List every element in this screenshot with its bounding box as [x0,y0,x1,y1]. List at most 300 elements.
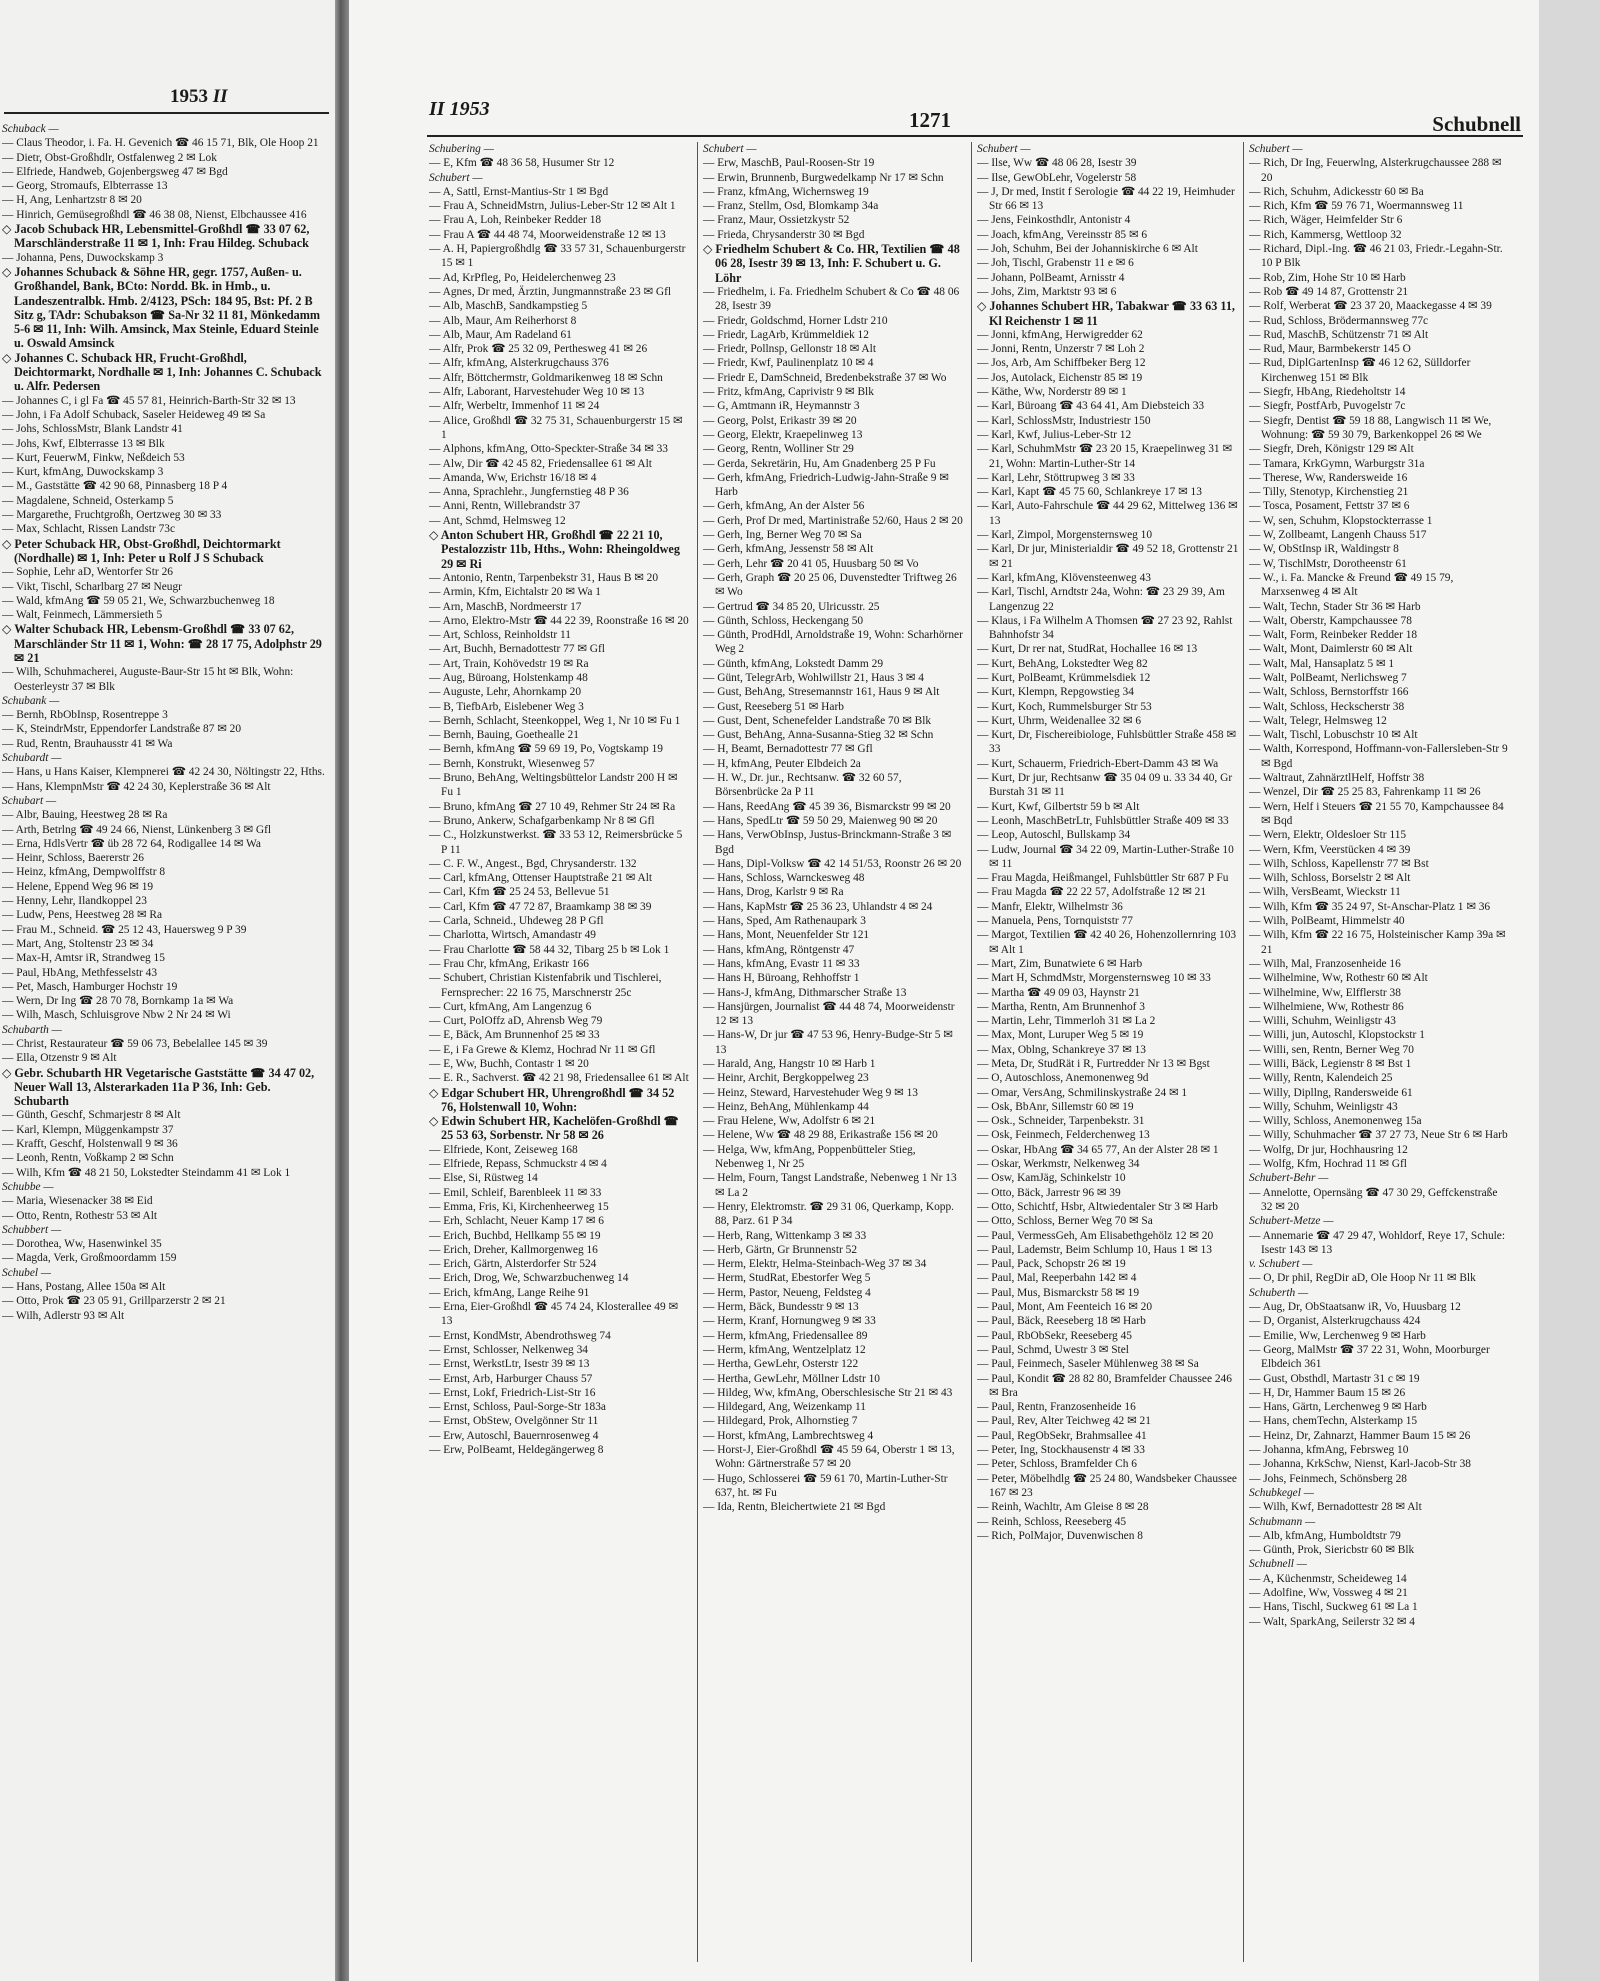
directory-entry: — Günth, Geschf, Schmarjestr 8 ✉ Alt [2,1109,181,1122]
directory-entry: — Herb, Rang, Wittenkamp 3 ✉ 33 [703,1229,867,1242]
directory-entry: — Rud, Schloss, Brödermannsweg 77c [1249,314,1429,327]
directory-entry: — Ludw, Pens, Heestweg 28 ✉ Ra [2,909,163,922]
directory-entry: — Willi, sen, Rentn, Berner Weg 70 [1249,1043,1414,1056]
directory-entry: — Carl, Kfm ☎ 25 24 53, Bellevue 51 [429,886,610,899]
directory-entry: Schubert — [429,171,483,184]
directory-entry: — Arn, MaschB, Nordmeerstr 17 [429,600,582,613]
directory-entry: — W, TischlMstr, Dorotheenstr 61 [1249,557,1407,570]
directory-entry: — Gerh, kfmAng, An der Alster 56 [703,500,865,513]
directory-entry: ◇ Edwin Schubert HR, Kachelöfen-Großhdl ☎ 25 53 63, Sorbenstr. Nr 58 ✉ 26 [429,1114,679,1143]
directory-entry: — Alfr, Prok ☎ 25 32 09, Perthesweg 41 ✉ 26 [429,343,648,356]
directory-entry: — A, Küchenmstr, Scheideweg 14 [1249,1572,1407,1585]
directory-entry: — Harald, Ang, Hangstr 10 ✉ Harb 1 [703,1058,876,1070]
directory-entry: — Georg, Elektr, Kraepelinweg 13 [703,428,863,441]
directory-entry: — Kurt, Koch, Rummelsburger Str 53 [977,700,1152,713]
directory-entry: — Mart, Zim, Bunatwiete 6 ✉ Harb [977,957,1143,970]
directory-entry: — Johannes C, i gl Fa ☎ 45 57 81, Heinrich-Barth-Str 32 ✉ 13 [2,394,296,407]
directory-entry: — Peter, Ing, Stockhausenstr 4 ✉ 33 [977,1444,1145,1457]
directory-entry: Schubmann — [1249,1515,1316,1528]
directory-entry: — Dietr, Obst-Großhdlr, Ostfalenweg 2 ✉ Lok [2,151,217,164]
directory-entry: — Karl, Auto-Fahrschule ☎ 44 29 62, Mittelweg 136 ✉ 13 [977,500,1238,527]
directory-entry: — Georg, MalMstr ☎ 37 22 31, Wohn, Moorburger Elbdeich 361 [1249,1343,1490,1371]
directory-entry: — Heinz, Steward, Harvestehuder Weg 9 ✉ 13 [703,1086,918,1099]
directory-entry: — Ida, Rentn, Bleichertwiete 21 ✉ Bgd [703,1501,886,1514]
directory-entry: — Wilh, Kfm ☎ 48 21 50, Lokstedter Steindamm 41 ✉ Lok 1 [2,1166,291,1179]
directory-entry: — Reinh, Wachltr, Am Gleise 8 ✉ 28 [977,1501,1149,1514]
directory-entry: Schubel — [2,1266,52,1279]
directory-entry: — Hans, Sped, Am Rathenaupark 3 [703,915,866,928]
directory-entry: — Heinz, Dr, Zahnarzt, Hammer Baum 15 ✉ 26 [1249,1429,1471,1442]
directory-entry: — Gust, BehAng, Stresemannstr 161, Haus 9 ✉ Alt [703,686,940,699]
directory-entry: — E. R., Sachverst. ☎ 42 21 98, Friedensallee 61 ✉ Alt [429,1072,689,1085]
directory-entry: — Walt, Feinmech, Lämmersieth 5 [2,609,163,622]
directory-entry: — Rich, Wäger, Heimfelder Str 6 [1249,214,1403,227]
left-header-rule [4,112,329,114]
directory-entry: — Emil, Schleif, Barenbleek 11 ✉ 33 [429,1186,602,1199]
directory-entry: — Gerda, Sekretärin, Hu, Am Gnadenberg 25 P Fu [703,457,936,470]
directory-entry: — Erw, PolBeamt, Heldegängerweg 8 [429,1444,604,1457]
directory-entry: — Alfr, Werbeltr, Immenhof 11 ✉ 24 [429,400,600,413]
directory-entry: — Peter, Schloss, Bramfelder Ch 6 [977,1458,1137,1471]
directory-entry: — Otto, Schichtf, Hsbr, Altwiedentaler Str 3 ✉ Harb [977,1200,1218,1213]
directory-entry: — Bruno, Ankerw, Schafgarbenkamp Nr 8 ✉ Gfl [429,814,655,827]
directory-entry: — Oskar, Werkmstr, Nelkenweg 34 [977,1158,1140,1171]
directory-entry: — Walt, Techn, Stader Str 36 ✉ Harb [1249,600,1421,613]
directory-entry: — Alb, kfmAng, Humboldtstr 79 [1249,1529,1401,1542]
directory-entry: — Herm, kfmAng, Wentzelplatz 12 [703,1343,866,1356]
directory-entry: Schubank — [2,694,60,707]
directory-entry: — Günt, TelegrArb, Wohlwillstr 21, Haus 3 ✉ 4 [703,671,924,684]
directory-entry: — Kurt, kfmAng, Duwockskamp 3 [2,466,164,479]
directory-entry: — Mart, Ang, Stoltenstr 23 ✉ 34 [2,937,154,950]
directory-entry: — Alfr, Laborant, Harvestehuder Weg 10 ✉ 13 [429,386,645,399]
directory-entry: — Johann, PolBeamt, Arnisstr 4 [977,271,1125,284]
directory-entry: — D, Organist, Alsterkrugchauss 424 [1249,1315,1421,1328]
directory-entry: — Johs, Feinmech, Schönsberg 28 [1249,1472,1407,1485]
directory-entry: — Tosca, Posament, Fettstr 37 ✉ 6 [1249,500,1410,513]
directory-entry: Schuberth — [1249,1286,1309,1299]
directory-entry: — Friedr, Goldschmd, Horner Ldstr 210 [703,314,888,327]
directory-entry: — Hans, chemTechn, Alsterkamp 15 [1249,1415,1418,1428]
directory-entry: — Osw, KamJäg, Schinkelstr 10 [977,1172,1126,1185]
directory-entry: — Karl, Dr jur, Ministerialdir ☎ 49 52 18, Grottenstr 21 ✉ 21 [977,543,1239,570]
directory-entry: ◇ Anton Schubert HR, Großhdl ☎ 22 21 10, Pestalozzistr 11b, Hths., Wohn: Rheingoldweg 29 ✉ Ri [429,528,680,571]
directory-entry: Schuback — [2,123,59,135]
directory-entry: — Ernst, Schloss, Paul-Sorge-Str 183a [429,1401,606,1414]
directory-entry: — O, Dr phil, RegDir aD, Ole Hoop Nr 11 ✉ Blk [1249,1272,1476,1285]
directory-entry: — Emilie, Ww, Lerchenweg 9 ✉ Harb [1249,1329,1426,1342]
directory-entry: — Peter, Möbelhdlg ☎ 25 24 80, Wandsbeker Chaussee 167 ✉ 23 [977,1472,1237,1499]
directory-entry: — Paul, Rentn, Franzosenheide 16 [977,1401,1136,1414]
directory-entry: — Jos, Autolack, Eichenstr 85 ✉ 19 [977,371,1143,384]
directory-entry: — Herm, Bäck, Bundesstr 9 ✉ 13 [703,1301,859,1314]
directory-entry: — Paul, Kondit ☎ 28 82 80, Bramfelder Chaussee 246 ✉ Bra [977,1372,1232,1399]
directory-entry: — Osk., Schneider, Tarpenbekstr. 31 [977,1115,1145,1128]
directory-entry: — Johs, Zim, Marktstr 93 ✉ 6 [977,285,1117,298]
scan-margin [1539,0,1600,1981]
directory-entry: — A. H, Papiergroßhdlg ☎ 33 57 31, Schauenburgerstr 15 ✉ 1 [429,243,686,270]
directory-entry: — Martin, Lehr, Timmerloh 31 ✉ La 2 [977,1015,1156,1028]
directory-entry: — Anna, Sprachlehr., Jungfernstieg 48 P 36 [429,486,629,499]
directory-entry: — Hans, Dipl-Volksw ☎ 42 14 51/53, Roonstr 26 ✉ 20 [703,857,962,870]
directory-entry: — Alb, MaschB, Sandkampstieg 5 [429,300,588,313]
directory-entry: — Fritz, kfmAng, Caprivistr 9 ✉ Blk [703,386,874,399]
directory-entry: — Paul, Feinmech, Saseler Mühlenweg 38 ✉ Sa [977,1358,1199,1371]
directory-entry: — Alice, Großhdl ☎ 32 75 31, Schauenburgerstr 15 ✉ 1 [429,414,683,441]
directory-entry: — Gerh, Ing, Berner Weg 70 ✉ Sa [703,529,862,542]
right-header-roman: II [429,98,445,120]
directory-entry: — Friedr, Kwf, Paulinenplatz 10 ✉ 4 [703,357,874,370]
directory-entry: — Bernh, Schlacht, Steenkoppel, Weg 1, Nr 10 ✉ Fu 1 [429,714,681,727]
directory-entry: — Hinrich, Gemüsegroßhdl ☎ 46 38 08, Nienst, Elbchaussee 416 [2,208,307,221]
directory-entry: — Paul, Bäck, Reeseberg 18 ✉ Harb [977,1315,1146,1328]
directory-entry: — Johs, Kwf, Elbterrasse 13 ✉ Blk [2,437,165,450]
directory-entry: — W, sen, Schuhm, Klopstockterrasse 1 [1249,514,1433,527]
directory-entry: — Jonni, Rentn, Unzerstr 7 ✉ Loh 2 [977,343,1145,356]
directory-entry: — Ad, KrPfleg, Po, Heidelerchenweg 23 [429,271,616,284]
directory-entry: — Walt, Schloss, Heckscherstr 38 [1249,700,1405,713]
directory-entry: — Walt, Tischl, Lobuschstr 10 ✉ Alt [1249,729,1418,742]
directory-entry: — Karl, Zimpol, Morgensternsweg 10 [977,529,1153,542]
directory-entry: — Arno, Elektro-Mstr ☎ 44 22 39, Roonstraße 16 ✉ 20 [429,614,689,627]
directory-entry: — Georg, Polst, Erikastr 39 ✉ 20 [703,414,857,427]
directory-entry: — Heinr, Schloss, Baererstr 26 [2,852,144,865]
left-page-column [2,122,328,1323]
directory-entry: — Friedhelm, i. Fa. Friedhelm Schubert & Co ☎ 48 06 28, Isestr 39 [703,285,960,313]
directory-entry: — Bernh, RbObInsp, Rosentreppe 3 [2,709,168,722]
directory-entry: — Herm, kfmAng, Friedensallee 89 [703,1329,868,1342]
directory-entry: — Horst-J, Eier-Großhdl ☎ 45 59 64, Oberstr 1 ✉ 13, Wohn: Gärtnerstraße 57 ✉ 20 [703,1444,955,1471]
directory-entry: ◇ Johannes C. Schuback HR, Frucht-Großhdl, Deichtormarkt, Nordhalle ✉ 1, Inh: Johannes C. Schuback u. Alfr. Pedersen [2,350,322,394]
directory-entry: — Elfriede, Repass, Schmuckstr 4 ✉ 4 [429,1158,607,1171]
directory-entry: — Aug, Büroang, Holstenkamp 48 [429,671,588,684]
directory-entry: — Willy, Schuhmacher ☎ 37 27 73, Neue Str 6 ✉ Harb [1249,1129,1508,1142]
column-divider [1243,142,1244,1962]
directory-entry: — Helm, Fourn, Tangst Landstraße, Nebenweg 1 Nr 13 ✉ La 2 [703,1172,957,1199]
page-number: 1271 [909,108,951,132]
directory-entry: — Erw, MaschB, Paul-Roosen-Str 19 [703,157,875,170]
directory-entry: — Paul, Mont, Am Feenteich 16 ✉ 20 [977,1301,1153,1314]
directory-entry: — Wern, Kfm, Veerstücken 4 ✉ 39 [1249,843,1411,856]
left-page [0,0,335,1981]
directory-entry: — Frau Magda ☎ 22 22 57, Adolfstraße 12 ✉ 21 [977,886,1207,899]
directory-entry: — Willy, Schloss, Anemonenweg 15a [1249,1115,1422,1128]
directory-entry: — Johs, SchlossMstr, Blank Landstr 41 [2,423,183,436]
directory-entry: — Paul, RbObSekr, Reeseberg 45 [977,1329,1132,1342]
directory-entry: — Oskar, HbAng ☎ 34 65 77, An der Alster 28 ✉ 1 [977,1143,1219,1156]
directory-entry: — Kurt, Uhrm, Weidenallee 32 ✉ 6 [977,714,1142,727]
directory-entry: — Heinr, Archit, Bergkoppelweg 23 [703,1072,869,1085]
directory-entry: — Pet, Masch, Hamburger Hochstr 19 [2,980,178,993]
directory-entry: — Rud, Rentn, Brauhausstr 41 ✉ Wa [2,737,173,750]
directory-entry: — Walt, SparkAng, Seilerstr 32 ✉ 4 [1249,1615,1415,1628]
directory-entry: — Kurt, Dr, Fischereibiologe, Fuhlsbüttler Straße 458 ✉ 33 [977,729,1237,756]
right-header-rule [427,135,1523,137]
directory-entry: — Frau Helene, Ww, Adolfstr 6 ✉ 21 [703,1115,876,1128]
directory-entry: — Paul, VermessGeh, Am Elisabethgehölz 12 ✉ 20 [977,1229,1214,1242]
directory-entry: — Walt, Oberstr, Kampchaussee 78 [1249,614,1412,627]
directory-entry: — Walt, Telegr, Helmsweg 12 [1249,714,1387,727]
directory-entry: — Wilh, Masch, Schluisgrove Nbw 2 Nr 24 ✉ Wi [2,1009,231,1022]
directory-entry: — Ilse, GewObLehr, Vogelerstr 58 [977,171,1137,184]
directory-entry: — Frau Chr, kfmAng, Erikastr 166 [429,957,589,970]
directory-entry: — Max-H, Amtsr iR, Strandweg 15 [2,952,165,965]
directory-entry: — Erich, Drog, We, Schwarzbuchenweg 14 [429,1272,629,1285]
directory-entry: — Hans, Postang, Allee 150a ✉ Alt [2,1281,166,1294]
directory-entry: — Karl, SchuhmMstr ☎ 23 20 15, Kraepelinweg 31 ✉ 21, Wohn: Martin-Luther-Str 14 [977,443,1232,470]
directory-entry: — Richard, Dipl.-Ing. ☎ 46 21 03, Friedr.-Legahn-Str. 10 P Blk [1249,243,1503,270]
directory-entry: — Annelotte, Opernsäng ☎ 47 30 29, Geffckenstraße 32 ✉ 20 [1249,1186,1498,1213]
directory-entry: — Walth, Korrespond, Hoffmann-von-Fallersleben-Str 9 ✉ Bgd [1249,743,1508,770]
directory-entry: — Siegfr, Dreh, Königstr 129 ✉ Alt [1249,443,1414,456]
directory-entry: — Albr, Bauing, Heestweg 28 ✉ Ra [2,809,168,822]
directory-entry: — Rud, Maur, Barmbekerstr 145 O [1249,343,1411,356]
directory-entry: — B, TiefbArb, Eislebener Weg 3 [429,700,584,713]
directory-entry: — Willy, Dipllng, Randersweide 61 [1249,1086,1413,1099]
directory-entry: — Hans H, Büroang, Rehhoffstr 1 [703,972,860,985]
directory-entry: — Claus Theodor, i. Fa. H. Gevenich ☎ 46 15 71, Blk, Ole Hoop 21 [2,137,319,150]
directory-entry: — Magda, Verk, Großmoordamm 159 [2,1252,177,1265]
directory-entry: — Gust, BehAng, Anna-Susanna-Stieg 32 ✉ Schn [703,729,934,742]
directory-entry: ◇ Walter Schuback HR, Lebensm-Großhdl ☎ 33 07 62, Marschländer Str 11 ✉ 1, Wohn: ☎ 28 17 75, Adolphstr 29 ✉ 21 [2,622,322,665]
directory-entry: — Erich, Gärtn, Alsterdorfer Str 524 [429,1258,597,1271]
directory-entry: — Ernst, Arb, Harburger Chauss 57 [429,1372,593,1385]
directory-entry: — Bruno, BehAng, Weltingsbüttelor Landstr 200 H ✉ Fu 1 [429,772,678,799]
directory-entry: — Erich, Dreher, Kallmorgenweg 16 [429,1243,598,1256]
directory-entry: — Margarethe, Fruchtgroßh, Oertzweg 30 ✉ 33 [2,509,222,522]
directory-entry: — Heinz, BehAng, Mühlenkamp 44 [703,1100,869,1113]
directory-entry: — Elfriede, Handweb, Gojenbergsweg 47 ✉ Bgd [2,165,228,178]
directory-entry: — Art, Buchh, Bernadottestr 77 ✉ Gfl [429,643,605,656]
directory-entry: — Helga, Ww, kfmAng, Poppenbütteler Stieg, Nebenweg 1, Nr 25 [703,1143,916,1171]
directory-entry: — Friedr, Pollnsp, Gellonstr 18 ✉ Alt [703,343,876,356]
directory-entry: — Jos, Arb, Am Schiffbeker Berg 12 [977,357,1146,370]
directory-entry: — Günth, ProdHdl, Arnoldstraße 19, Wohn: Scharhörner Weg 2 [703,629,963,656]
directory-entry: — Wilh, VersBeamt, Wieckstr 11 [1249,886,1401,899]
directory-entry: — Waltraut, ZahnärztlHelf, Hoffstr 38 [1249,772,1425,785]
directory-entry: — Hugo, Schlossereі ☎ 59 61 70, Martin-Luther-Str 637, ht. ✉ Fu [703,1472,948,1499]
directory-entry: — Hildeg, Ww, kfmAng, Oberschlesische Str 21 ✉ 43 [703,1386,953,1399]
directory-entry: — Adolfine, Ww, Vossweg 4 ✉ 21 [1249,1586,1408,1599]
directory-entry: — Hildegard, Prok, Alhornstieg 7 [703,1415,858,1428]
directory-entry: — Karl, SchlossMstr, Industriestr 150 [977,414,1151,427]
directory-entry: — Gerh, Lehr ☎ 20 41 05, Huusbarg 50 ✉ Vo [703,557,919,570]
directory-entry: — Max, Oblng, Schankreye 37 ✉ 13 [977,1043,1146,1056]
directory-entry: — Walt, Form, Reinbeker Redder 18 [1249,629,1418,642]
right-page-header-left [429,98,490,121]
directory-entry: — Martha, Rentn, Am Brunnenhof 3 [977,1000,1145,1013]
directory-entry: — Ernst, KondMstr, Abendrothsweg 74 [429,1329,611,1342]
directory-entry: — Maria, Wiesenacker 38 ✉ Eid [2,1195,153,1208]
directory-entry: — Franz, kfmAng, Wichernsweg 19 [703,185,869,198]
directory-entry: — Herm, Elektr, Helma-Steinbach-Weg 37 ✉ 34 [703,1258,927,1271]
directory-entry: — Gust, Dent, Schenefelder Landstraße 70 ✉ Blk [703,714,932,727]
directory-entry: — Johanna, kfmAng, Febrsweg 10 [1249,1444,1409,1457]
directory-entry: — Max, Schlacht, Rissen Landstr 73c [2,523,176,536]
directory-entry: ◇ Gebr. Schubarth HR Vegetarische Gaststätte ☎ 34 47 02, Neuer Wall 13, Alsterarkaden 11a P 36, Inh: Geb. Schubarth [2,1065,315,1109]
directory-entry: — K, SteindrMstr, Eppendorfer Landstraße 87 ✉ 20 [2,723,242,736]
directory-entry: — Erich, kfmAng, Lange Reihe 91 [429,1286,590,1299]
directory-entry: — C., Holzkunstwerkst. ☎ 33 53 12, Reimersbrücke 5 P 11 [429,829,683,856]
directory-entry: — E, Kfm ☎ 48 36 58, Husumer Str 12 [429,157,615,170]
directory-entry: — Horst, kfmAng, Lambrechtsweg 4 [703,1429,874,1442]
directory-entry: — W, ObStInsp iR, Waldingstr 8 [1249,543,1399,556]
directory-entry: — Ludw, Journal ☎ 34 22 09, Martin-Luther-Straße 10 ✉ 11 [977,843,1234,870]
directory-entry: — Karl, Klempn, Müggenkampstr 37 [2,1123,174,1136]
directory-entry: — Hans, ReedAng ☎ 45 39 36, Bismarckstr 99 ✉ 20 [703,800,951,813]
directory-entry: — Rud, MaschB, Schützenstr 71 ✉ Alt [1249,328,1429,341]
directory-entry: — Walt, Mont, Daimlerstr 60 ✉ Alt [1249,643,1413,656]
directory-entry: — Hans, KlempnMstr ☎ 42 24 30, Keplerstraße 36 ✉ Alt [2,780,271,793]
directory-entry: — Alw, Dir ☎ 42 45 82, Friedensallee 61 ✉ Alt [429,457,652,470]
directory-entry: — Ernst, Lokf, Friedrich-List-Str 16 [429,1386,596,1399]
directory-entry: — Käthe, Ww, Norderstr 89 ✉ 1 [977,386,1127,399]
directory-entry: — Alphons, kfmAng, Otto-Speckter-Straße 34 ✉ 33 [429,443,668,456]
directory-entry: — Tamara, KrkGymn, Warburgstr 31a [1249,457,1425,470]
directory-entry: — Art, Train, Kohövedstr 19 ✉ Ra [429,657,589,670]
left-header-roman: II [212,86,228,107]
directory-entry: Schubert-Metze — [1249,1215,1334,1228]
directory-entry: — Karl, Lehr, Stöttrupweg 3 ✉ 33 [977,471,1135,484]
directory-entry: — Erwin, Brunnenb, Burgwedelkamp Nr 17 ✉ Schn [703,171,944,184]
directory-entry: — Bernh, Bauing, Goethealle 21 [429,729,579,742]
directory-entry: — Kurt, Klempn, Repgowstieg 34 [977,686,1134,699]
directory-entry: — Walt, PolBeamt, Nerlichsweg 7 [1249,671,1407,684]
directory-entry: — Wilh, PolBeamt, Himmelstr 40 [1249,915,1405,928]
directory-entry: — Hans, kfmAng, Evastr 11 ✉ 33 [703,957,860,970]
directory-entry: — Willy, Schuhm, Weinligstr 43 [1249,1100,1398,1113]
directory-entry: — Frau A ☎ 44 48 74, Moorweidenstraße 12 ✉ 13 [429,228,666,241]
directory-entry: — Rich, PolMajor, Duvenwischen 8 [977,1529,1143,1542]
directory-entry: — Margot, Textilien ☎ 42 40 26, Hohenzollernring 103 ✉ Alt 1 [977,929,1237,956]
column-divider [697,142,698,1962]
directory-entry: — Therese, Ww, Randersweide 16 [1249,471,1408,484]
directory-entry: — Wolfg, Kfm, Hochrad 11 ✉ Gfl [1249,1158,1407,1171]
directory-entry: — Rob ☎ 49 14 87, Grottenstr 21 [1249,285,1409,298]
directory-entry: — Karl, Kwf, Julius-Leber-Str 12 [977,428,1132,441]
directory-entry: — Hertha, GewLehr, Osterstr 122 [703,1358,859,1371]
directory-entry: — Magdalene, Schneid, Osterkamp 5 [2,494,174,507]
directory-entry: — Annemarie ☎ 47 29 47, Wohldorf, Reye 17, Schule: Isestr 143 ✉ 13 [1249,1229,1506,1256]
directory-entry: — Hans, Schloss, Warnckesweg 48 [703,872,865,885]
directory-entry: — Wilh, Schuhmacherei, Auguste-Baur-Str 15 ht ✉ Blk, Wohn: Oesterleystr 37 ✉ Blk [2,666,294,693]
directory-entry: — Osk, BbAnr, Sillemstr 60 ✉ 19 [977,1100,1134,1113]
directory-entry: — Rolf, Werberat ☎ 23 37 20, Maackegasse 4 ✉ 39 [1249,300,1492,313]
directory-entry: — Friedr, LagArb, Krümmeldiek 12 [703,328,869,341]
directory-entry: — Willi, Schuhm, Weinligstr 43 [1249,1015,1396,1028]
directory-entry: — O, Autoschloss, Anemonenweg 9d [977,1072,1149,1085]
directory-entry: — Paul, Lademstr, Beim Schlump 10, Haus 1 ✉ 13 [977,1243,1212,1256]
directory-entry: — Paul, Pack, Schopstr 26 ✉ 19 [977,1258,1126,1271]
directory-entry: — Otto, Schloss, Berner Weg 70 ✉ Sa [977,1215,1153,1228]
directory-entry: — Ilse, Ww ☎ 48 06 28, Isestr 39 [977,157,1137,170]
directory-entry: — Osk, Feinmech, Felderchenweg 13 [977,1129,1150,1142]
directory-entry: Schubart — [2,794,57,807]
directory-entry: — Gerh, kfmAng, Friedrich-Ludwig-Jahn-Straße 9 ✉ Harb [703,471,949,499]
directory-entry: — Wilh, Kfm ☎ 35 24 97, St-Anschar-Platz 1 ✉ 36 [1249,900,1491,913]
directory-entry: — Gertrud ☎ 34 85 20, Ulricusstr. 25 [703,600,880,613]
directory-entry: — Hildegard, Ang, Weizenkamp 11 [703,1401,866,1414]
directory-entry: — Jens, Feinkosthdlr, Antonistr 4 [977,214,1131,227]
directory-entry: — Bruno, kfmAng ☎ 27 10 49, Rehmer Str 24 ✉ Ra [429,800,676,813]
running-head: Schubnell [1432,112,1521,136]
directory-entry: — Paul, RegObSekr, Brahmsallee 41 [977,1429,1147,1442]
directory-entry: — Georg, Rentn, Wolliner Str 29 [703,443,854,456]
directory-entry: — Leonh, Rentn, Voßkamp 2 ✉ Schn [2,1152,174,1165]
directory-entry: Schubbe — [2,1180,54,1193]
directory-entry: — Wilh, Kfm ☎ 22 16 75, Holsteinischer Kamp 39a ✉ 21 [1249,929,1506,956]
directory-entry: — Willi, Bäck, Legienstr 8 ✉ Bst 1 [1249,1058,1412,1070]
directory-entry: — Alfr, kfmAng, Alsterkrugchauss 376 [429,357,609,370]
directory-entry: — Wilh, Mal, Franzosenheide 16 [1249,957,1401,970]
directory-entry: — Wilh, Adlerstr 93 ✉ Alt [2,1309,125,1322]
directory-entry: — Rich, Kammersg, Wettloop 32 [1249,228,1402,241]
directory-entry: — Dorothea, Ww, Hasenwinkel 35 [2,1238,162,1251]
directory-entry: Schubert — [1249,143,1303,155]
directory-entry: — Joh, Tischl, Grabenstr 11 e ✉ 6 [977,257,1134,270]
directory-entry: — Wilhelmiene, Ww, Rothestr 86 [1249,1000,1404,1013]
directory-entry: — Erna, HdlsVertr ☎ üb 28 72 64, Rodigallee 14 ✉ Wa [2,837,261,850]
directory-entry: — Ernst, WerkstLtr, Isestr 39 ✉ 13 [429,1358,590,1371]
directory-entry: — Max, Mont, Luruper Weg 5 ✉ 19 [977,1029,1144,1042]
directory-column-2 [703,142,965,1962]
directory-entry: — Christ, Restaurateur ☎ 59 06 73, Bebelallee 145 ✉ 39 [2,1038,268,1050]
directory-entry: — Leop, Autoschl, Bullskamp 34 [977,829,1131,842]
directory-entry: — Ant, Schmd, Helmsweg 12 [429,514,566,527]
directory-entry: — H. W., Dr. jur., Rechtsanw. ☎ 32 60 57, Börsenbrücke 2a P 11 [703,772,902,799]
directory-entry: — Kurt, Dr jur, Rechtsanw ☎ 35 04 09 u. 33 34 40, Gr Burstah 31 ✉ 11 [977,772,1233,799]
directory-entry: — Karl, Büroang ☎ 43 64 41, Am Diebsteich 33 [977,400,1205,413]
directory-entry: ◇ Johannes Schuback & Söhne HR, gegr. 1757, Außen- u. Großhandel, Bank, BCto: Nordd. Bk. in Hmb., u. Landeszentralbk. Hmb. 2/4123, PSch: 184 95, Bst: Pf. 2 B Sitz g, TAdr: Schubakson ☎ Sa-Nr 32 11 81, Mönkedamm 5-6 ✉ 11, Inh: Wilh. Amsinck, Max Steinle, Eduard Steinle u. Oswald Amsinck [2,264,321,351]
directory-entry: — Herm, StudRat, Ebestorfer Weg 5 [703,1272,871,1285]
directory-entry: — Frau Magda, Heißmangel, Fuhlsbüttler Str 687 P Fu [977,872,1229,885]
directory-entry: Schubnell — [1249,1558,1307,1571]
directory-entry: — Wolfg, Dr jur, Hochhausring 12 [1249,1143,1408,1156]
directory-entry: — Kurt, BehAng, Lokstedter Weg 82 [977,657,1148,670]
directory-entry: — Bernh, kfmAng ☎ 59 69 19, Po, Vogtskamp 19 [429,743,663,756]
directory-entry: — Kurt, PolBeamt, Krümmelsdiek 12 [977,671,1151,684]
directory-entry: — Hans, Gärtn, Lerchenweg 9 ✉ Harb [1249,1401,1427,1414]
directory-entry: ◇ Peter Schuback HR, Obst-Großhdl, Deichtormarkt (Nordhalle) ✉ 1, Inh: Peter u Rolf J S Schuback [2,536,281,565]
directory-entry: — Frieda, Chrysanderstr 30 ✉ Bgd [703,228,865,241]
right-header-year: 1953 [449,98,490,120]
directory-entry: — Wern, Helf i Steuers ☎ 21 55 70, Kampchaussee 84 ✉ Bqd [1249,800,1504,827]
directory-entry: — Omar, VersAng, Schmilinskystraße 24 ✉ 1 [977,1086,1188,1099]
directory-entry: — Amanda, Ww, Erichstr 16/18 ✉ 4 [429,471,597,484]
directory-entry: — Aug, Dr, ObStaatsanw iR, Vo, Huusbarg 12 [1249,1301,1461,1314]
directory-entry: — Klaus, i Fa Wilhelm A Thomsen ☎ 27 23 92, Rahlst Bahnhofstr 34 [977,614,1233,642]
directory-entry: ◇ Friedhelm Schubert & Co. HR, Textilien ☎ 48 06 28, Isestr 39 ✉ 13, Inh: F. Schubert u. G. Löhr [703,242,960,285]
directory-entry: Schubbert — [2,1223,62,1236]
directory-entry: — Antonio, Rentn, Tarpenbekstr 31, Haus B ✉ 20 [429,571,659,584]
directory-entry: Schubert — [977,143,1031,155]
directory-entry: — Hans-W, Dr jur ☎ 47 53 96, Henry-Budge-Str 5 ✉ 13 [703,1029,953,1056]
directory-entry: — Otto, Prok ☎ 23 05 91, Grillparzerstr 2 ✉ 21 [2,1295,226,1308]
directory-entry: Schubkegel — [1249,1486,1314,1499]
directory-entry: — Else, Si, Rüstweg 14 [429,1172,538,1185]
directory-entry: — Franz, Maur, Ossietzkystr 52 [703,214,850,227]
directory-entry: — Hans-J, kfmAng, Dithmarscher Straße 13 [703,986,907,999]
directory-entry: ◇ Jacob Schuback HR, Lebensmittel-Großhdl ☎ 33 07 62, Marschländerstraße 11 ✉ 1, Inh: Frau Hildeg. Schuback [2,222,310,251]
directory-entry: — Wern, Dr Ing ☎ 28 70 78, Bornkamp 1a ✉ Wa [2,995,234,1008]
directory-entry: Schubering — [429,143,494,155]
directory-entry: — Tilly, Stenotyp, Kirchenstieg 21 [1249,486,1409,499]
directory-entry: — Bernh, Konstrukt, Wiesenweg 57 [429,757,595,770]
directory-entry: — Hans, Mont, Neuenfelder Str 121 [703,929,870,942]
directory-entry: — Hans, Tischl, Suckweg 61 ✉ La 1 [1249,1601,1418,1614]
left-page-header [170,86,228,108]
directory-entry: — H, Ang, Lenhartzstr 8 ✉ 20 [2,194,142,207]
